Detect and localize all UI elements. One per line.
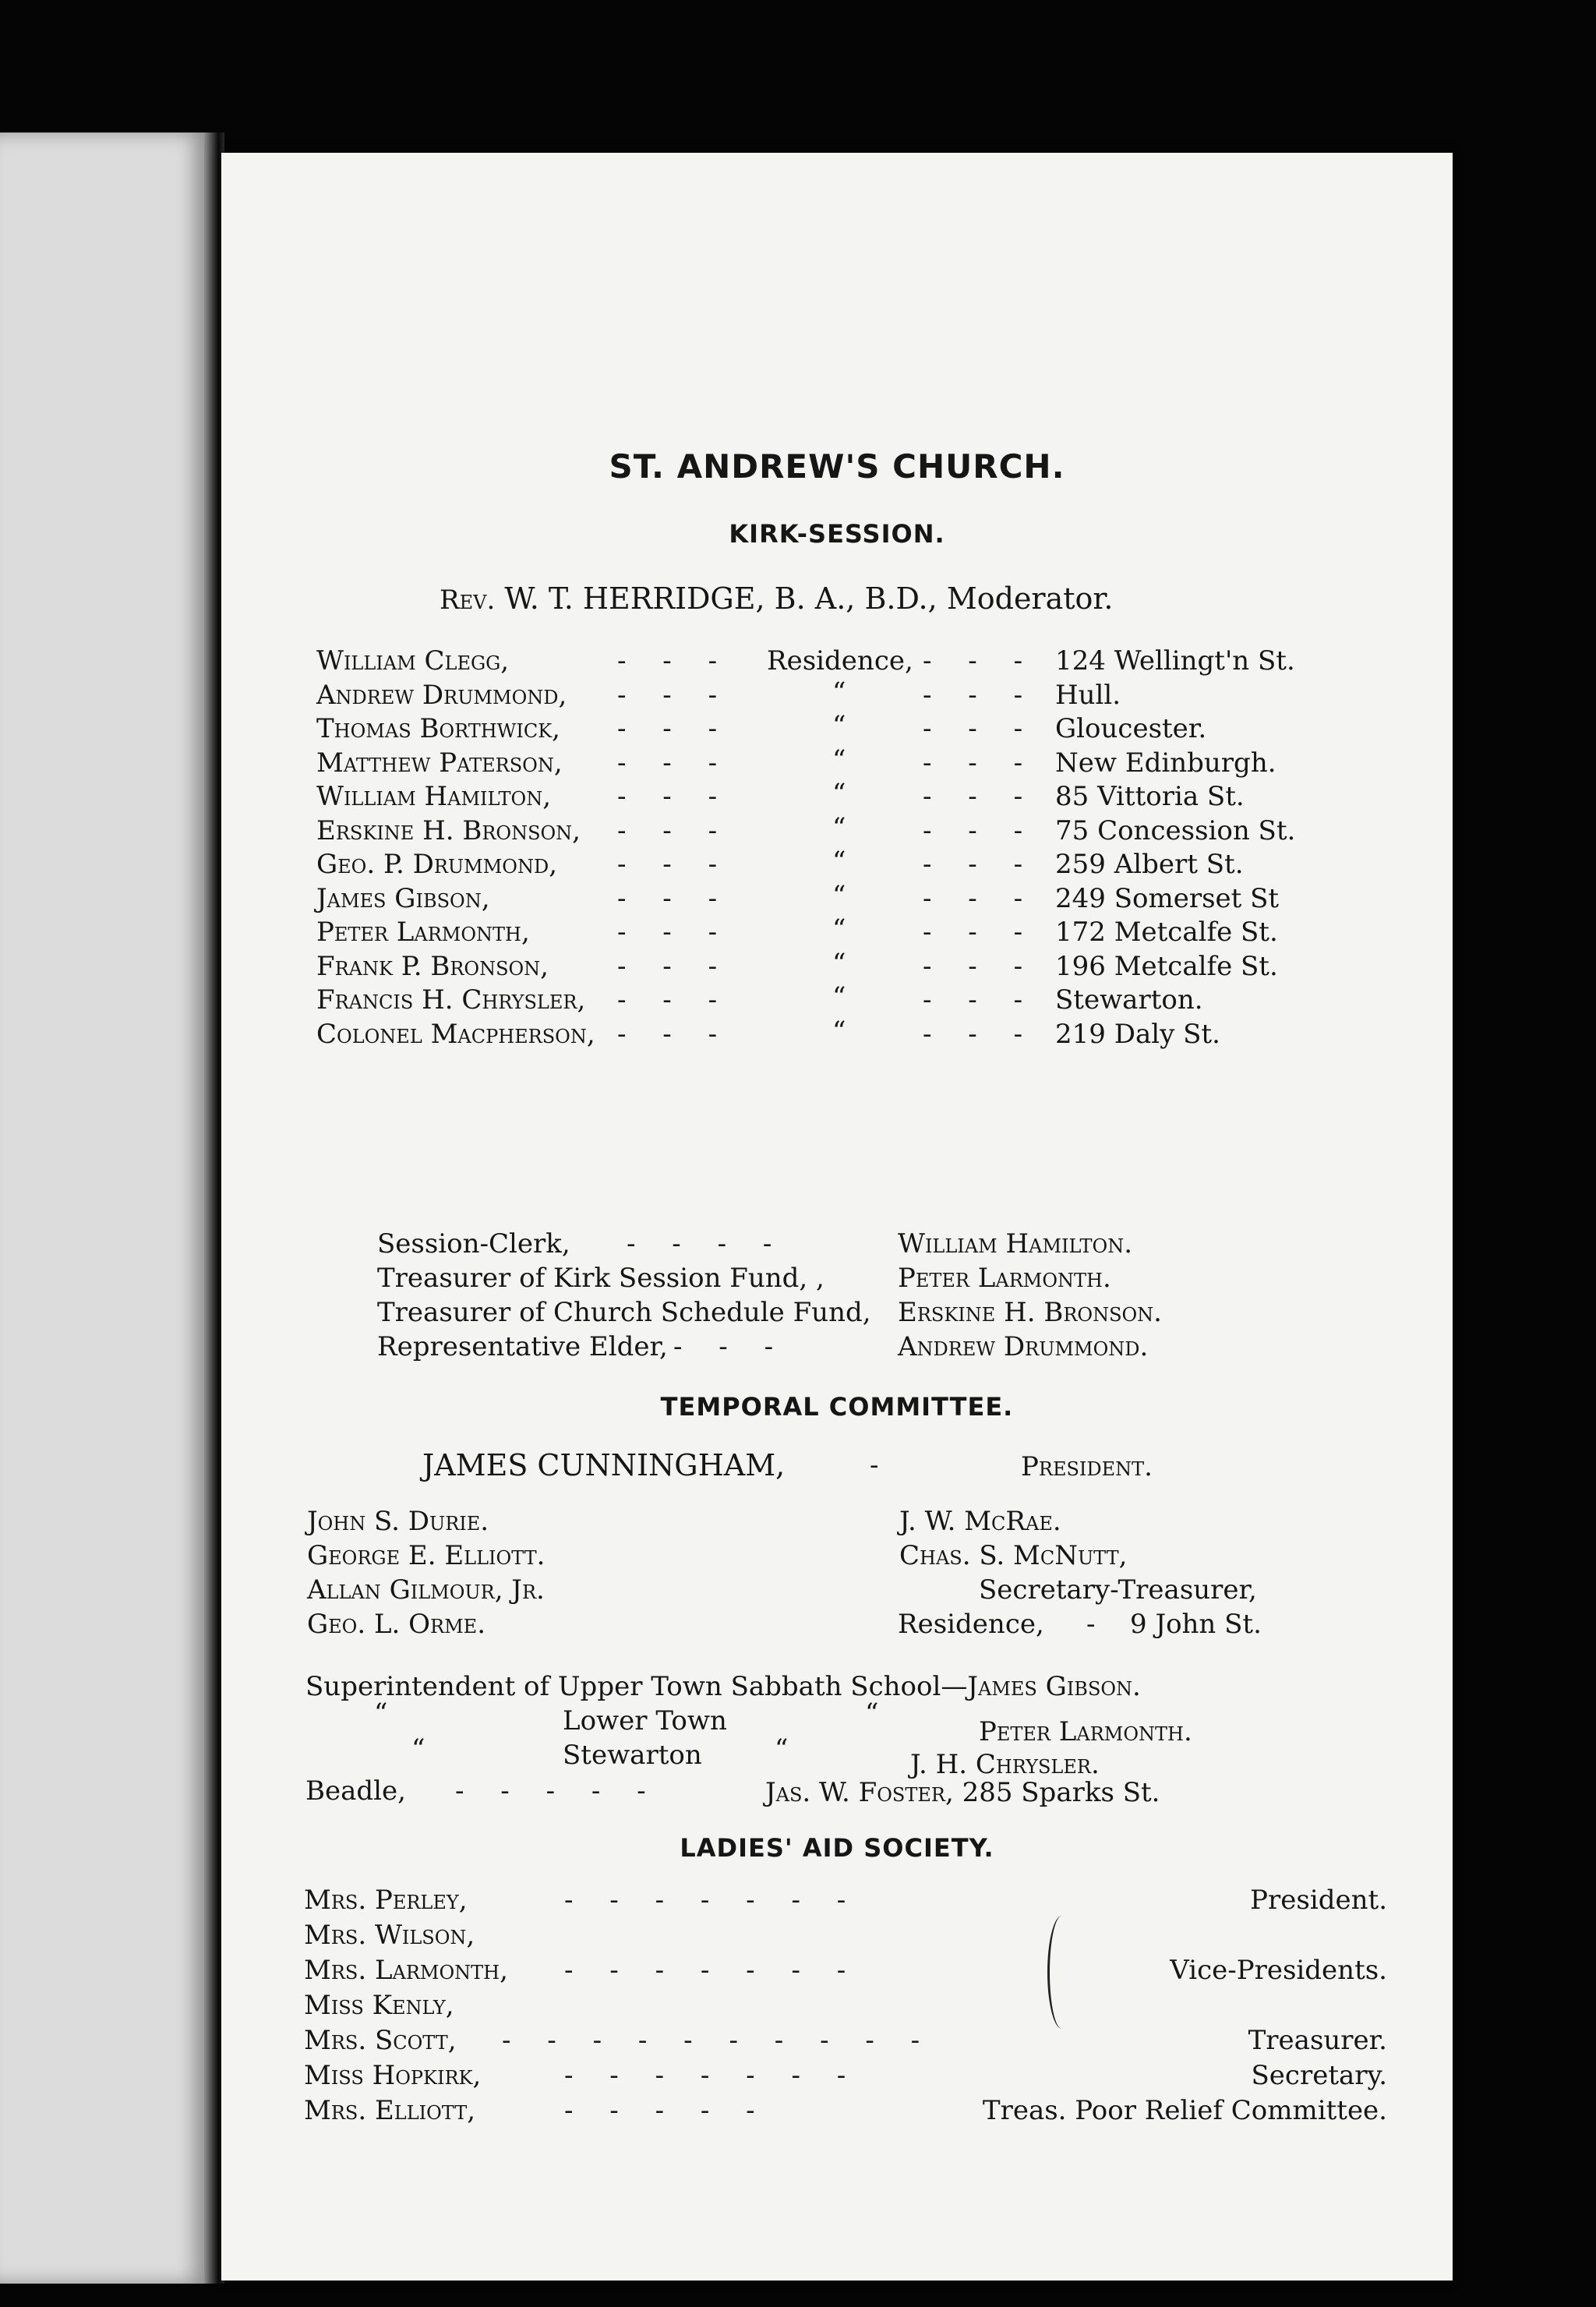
ladies-member-role: Vice-Presidents. (1170, 1955, 1387, 1986)
ditto-mark: “ (832, 710, 846, 741)
moderator-line (440, 581, 1113, 616)
officer-role: Session-Clerk, (377, 1228, 570, 1259)
member-name: William Hamilton, (316, 781, 552, 812)
leader-dots: - - - (923, 849, 1037, 880)
beadle-address: 285 Sparks St. (962, 1777, 1160, 1808)
committee-member: Geo. L. Orme. (307, 1609, 486, 1640)
member-name: Thomas Borthwick, (316, 713, 560, 744)
member-address: 219 Daly St. (1055, 1018, 1220, 1050)
leader-dots: - - - (617, 917, 732, 948)
ditto-mark: “ (411, 1733, 425, 1765)
moderator-prefix: Rev. (440, 585, 496, 616)
leader-dots: - - - (617, 781, 732, 812)
ditto-mark: “ (832, 676, 846, 708)
officer-name: Andrew Drummond. (898, 1331, 1149, 1362)
committee-member: George E. Elliott. (307, 1540, 546, 1571)
ladies-member-name: Mrs. Perley, (304, 1885, 468, 1916)
member-address: 196 Metcalfe St. (1055, 950, 1278, 982)
officer-role: Treasurer of Kirk Session Fund, , (377, 1263, 824, 1294)
officer-role: Treasurer of Church Schedule Fund, (377, 1297, 871, 1328)
leader-dots: - - - (673, 1331, 788, 1362)
officer-role: Representative Elder, (377, 1331, 668, 1362)
member-address: 124 Wellingt'n St. (1055, 645, 1295, 677)
ditto-mark: “ (832, 811, 846, 843)
leader-dots: - - - (923, 950, 1037, 982)
ditto-mark: “ (832, 1015, 846, 1047)
residence-label: Residence, (767, 645, 913, 677)
leader-dots: - - - (923, 679, 1037, 711)
leader-dots: - - - (617, 849, 732, 880)
member-name: Matthew Paterson, (316, 747, 563, 779)
ditto-mark: “ (832, 778, 846, 809)
ladies-member-name: Mrs. Larmonth, (304, 1955, 508, 1986)
superintendent-line (305, 1671, 1141, 1702)
left-page-edge (0, 132, 209, 2284)
ditto-mark: “ (832, 846, 846, 877)
member-name: Andrew Drummond, (316, 679, 567, 711)
member-name: Geo. P. Drummond, (316, 849, 558, 880)
leader-dots: - - - (923, 645, 1037, 677)
member-address: 259 Albert St. (1055, 849, 1244, 880)
vice-presidents-brace (1047, 1916, 1072, 2029)
leader-dots: - - - - - (564, 2095, 769, 2126)
leader-dots: - - - - (627, 1228, 786, 1259)
committee-member: Chas. S. McNutt, (899, 1540, 1128, 1571)
ditto-mark: “ (374, 1698, 388, 1729)
leader-dots: - - - (617, 882, 732, 914)
member-address: 75 Concession St. (1055, 814, 1296, 846)
leader-dots: - - - (923, 984, 1037, 1016)
stewarton-label: Stewarton (563, 1740, 702, 1771)
ladies-member-name: Mrs. Elliott, (304, 2095, 476, 2126)
member-address: Hull. (1055, 679, 1121, 711)
superintendent-label: Superintendent of Upper Town Sabbath School— (305, 1671, 968, 1702)
leader-dots: - - - (617, 679, 732, 711)
leader-dots: - - - - - - - (564, 1955, 860, 1986)
president-dash: - (870, 1450, 893, 1481)
member-name: Colonel Macpherson, (316, 1018, 595, 1050)
leader-dots: - - - - - - - - - - (502, 2025, 934, 2056)
ditto-mark: “ (832, 947, 846, 979)
leader-dots: - - - (617, 713, 732, 744)
member-address: 172 Metcalfe St. (1055, 917, 1278, 948)
beadle-dashes: - - - - - (455, 1775, 660, 1807)
temporal-committee-heading: TEMPORAL COMMITTEE. (660, 1392, 1014, 1422)
leader-dots: - - - (617, 814, 732, 846)
committee-residence-label: Residence, (898, 1609, 1044, 1640)
ladies-member-name: Miss Kenly, (304, 1990, 454, 2021)
member-address: Stewarton. (1055, 984, 1203, 1016)
ladies-member-name: Mrs. Wilson, (304, 1920, 475, 1951)
committee-member: John S. Durie. (307, 1506, 489, 1537)
ladies-member-role: Secretary. (1251, 2060, 1387, 2091)
leader-dots: - - - (923, 882, 1037, 914)
leader-dots: - - - (617, 1018, 732, 1050)
ladies-aid-heading: LADIES' AID SOCIETY. (680, 1833, 994, 1863)
leader-dots: - - - (923, 747, 1037, 779)
ditto-mark: “ (832, 744, 846, 775)
officer-name: William Hamilton. (898, 1228, 1133, 1259)
moderator-name: W. T. HERRIDGE, B. A., B.D., (504, 581, 937, 616)
member-address: 249 Somerset St (1055, 882, 1280, 914)
leader-dots: - - - (923, 917, 1037, 948)
leader-dots: - - - (617, 645, 732, 677)
ladies-member-role: Treasurer. (1248, 2025, 1387, 2056)
kirk-session-heading: KIRK-SESSION. (729, 519, 945, 549)
ladies-member-name: Mrs. Scott, (304, 2025, 457, 2056)
ladies-member-role: Treas. Poor Relief Committee. (982, 2095, 1387, 2126)
leader-dots: - - - - - - - (564, 2060, 860, 2091)
member-name: Francis H. Chrysler, (316, 984, 586, 1016)
stewarton-name: J. H. Chrysler. (910, 1749, 1100, 1780)
ladies-member-role: President. (1250, 1885, 1387, 1916)
member-address: 85 Vittoria St. (1055, 781, 1245, 812)
leader-dots: - - - (923, 713, 1037, 744)
ditto-mark: “ (775, 1733, 789, 1765)
ditto-mark: “ (865, 1698, 879, 1729)
ditto-mark: “ (832, 879, 846, 911)
leader-dots: - - - (923, 814, 1037, 846)
residence-dash: - (1086, 1609, 1110, 1640)
lower-town-label: Lower Town (563, 1705, 727, 1736)
superintendent-name: James Gibson. (967, 1671, 1141, 1702)
moderator-role: Moderator. (946, 581, 1114, 616)
ditto-mark: “ (832, 913, 846, 945)
beadle-name: Jas. W. Foster, (765, 1777, 954, 1808)
committee-residence: 9 John St. (1130, 1609, 1262, 1640)
document-page (221, 153, 1453, 2281)
committee-member: Allan Gilmour, Jr. (307, 1574, 545, 1606)
officer-name: Peter Larmonth. (898, 1263, 1111, 1294)
leader-dots: - - - (617, 950, 732, 982)
leader-dots: - - - - - - - (564, 1885, 860, 1916)
ditto-mark: “ (832, 981, 846, 1012)
lower-town-name: Peter Larmonth. (979, 1716, 1192, 1747)
page-title: ST. ANDREW'S CHURCH. (609, 447, 1065, 486)
president-name: JAMES CUNNINGHAM, (422, 1448, 786, 1482)
committee-role: Secretary-Treasurer, (979, 1574, 1257, 1606)
member-name: Frank P. Bronson, (316, 950, 549, 982)
leader-dots: - - - (617, 747, 732, 779)
president-role: President. (1021, 1451, 1153, 1482)
member-name: William Clegg, (316, 645, 510, 677)
leader-dots: - - - (923, 781, 1037, 812)
leader-dots: - - - (923, 1018, 1037, 1050)
beadle-line (765, 1777, 1160, 1808)
officer-name: Erskine H. Bronson. (898, 1297, 1162, 1328)
leader-dots: - - - (617, 984, 732, 1016)
member-name: James Gibson, (316, 882, 490, 914)
committee-member: J. W. McRae. (899, 1506, 1061, 1537)
member-address: Gloucester. (1055, 713, 1207, 744)
member-name: Erskine H. Bronson, (316, 814, 581, 846)
member-address: New Edinburgh. (1055, 747, 1276, 779)
ladies-member-name: Miss Hopkirk, (304, 2060, 482, 2091)
beadle-label: Beadle, (305, 1775, 406, 1807)
member-name: Peter Larmonth, (316, 917, 530, 948)
